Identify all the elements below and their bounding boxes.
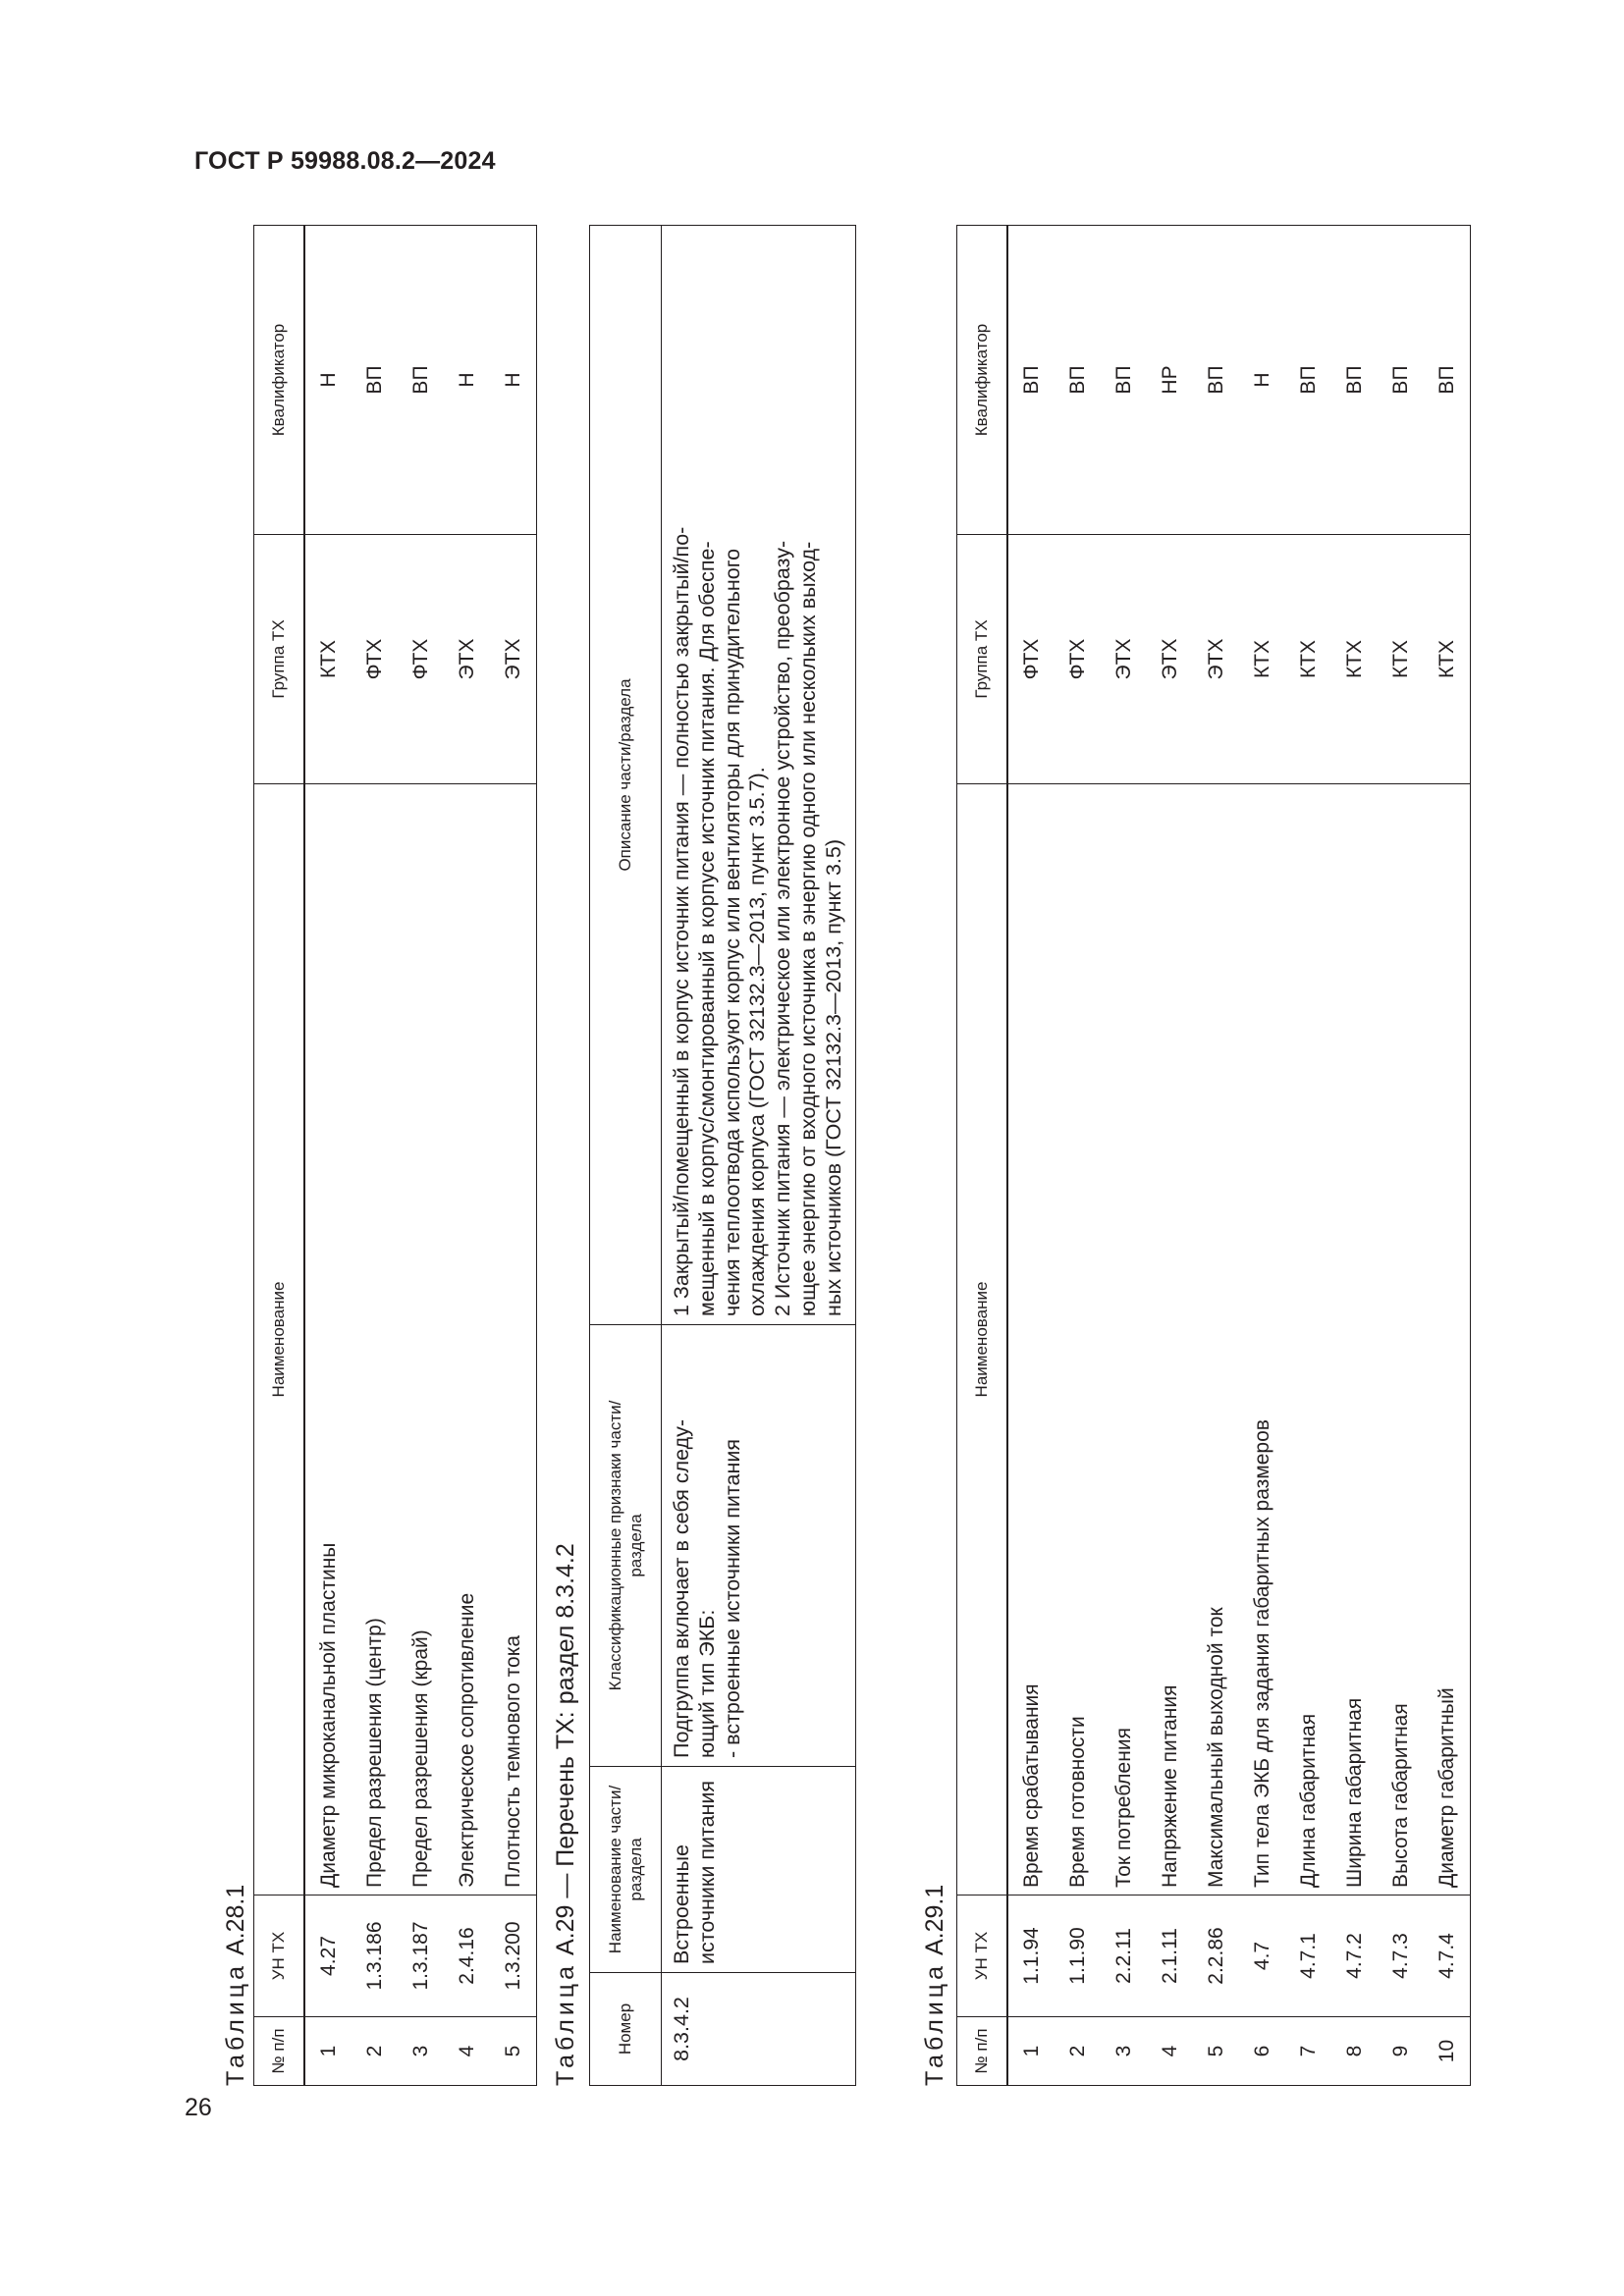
features-line: Подгруппа включает в себя следу- [670,1418,693,1758]
cell-qualifier: ВП [398,226,444,535]
description-line: мещенный в корпус/смонтированный в корпусе источник питания. Для обеспе- [694,541,719,1316]
cell-un: 4.7.1 [1285,1896,1331,2017]
table-row [1101,226,1147,2086]
cell-un: 4.7.3 [1378,1896,1424,2017]
cell-name: Диаметр габаритный [1424,784,1471,1896]
page-number: 26 [185,2094,212,2121]
description-line: 1 Закрытый/помещенный в корпус источник питания — полностью закрытый/по- [670,526,693,1316]
cell-number: 5 [490,2017,537,2086]
rotated-content [224,221,1481,2086]
table-a28-1 [253,225,537,2086]
cell-un: 2.4.16 [444,1896,490,2017]
cell-name: Напряжение питания [1147,784,1193,1896]
description-line: ющее энергию от входного источника в энергию одного или нескольких выход- [795,541,820,1316]
description-line: охлаждения корпуса (ГОСТ 32132.3—2013, пункт 3.5.7). [745,767,770,1316]
cell-group: КТХ [1378,535,1424,784]
table-row [1147,226,1193,2086]
table-row [444,226,490,2086]
cell-number: 4 [1147,2017,1193,2086]
cell-name: Предел разрешения (край) [398,784,444,1896]
cell-qualifier: ВП [1378,226,1424,535]
cell-qualifier: ВП [1331,226,1378,535]
cell-features [662,1325,856,1767]
cell-name: Тип тела ЭКБ для задания габаритных размеров [1239,784,1285,1896]
table-row [352,226,398,2086]
cell-un: 4.7 [1239,1896,1285,2017]
table-header-row [254,226,305,2086]
table-header-row [957,226,1008,2086]
cell-group: КТХ [1239,535,1285,784]
table-a29 [589,225,856,2086]
cell-number: 7 [1285,2017,1331,2086]
cell-group: КТХ [1424,535,1471,784]
cell-un: 1.3.187 [398,1896,444,2017]
cell-name: Время срабатывания [1007,784,1055,1896]
col-header-qualifier: Квалификатор [957,226,1008,535]
cell-number: 3 [398,2017,444,2086]
col-header-number: № п/п [957,2017,1008,2086]
cell-group: КТХ [304,535,352,784]
document-header: ГОСТ Р 59988.08.2—2024 [194,147,496,175]
table-row [1378,226,1424,2086]
cell-qualifier: Н [1239,226,1285,535]
cell-number: 10 [1424,2017,1471,2086]
cell-un: 4.7.2 [1331,1896,1378,2017]
table-row [1193,226,1239,2086]
cell-un: 1.3.186 [352,1896,398,2017]
cell-name: Ширина габаритная [1331,784,1378,1896]
cell-description [662,226,856,1325]
cell-group: КТХ [1331,535,1378,784]
col-header-name: Наименование [957,784,1008,1896]
cell-number: 2 [352,2017,398,2086]
cell-qualifier: Н [304,226,352,535]
table-row [1331,226,1378,2086]
cell-number: 4 [444,2017,490,2086]
cell-qualifier: ВП [352,226,398,535]
cell-un: 1.1.94 [1007,1896,1055,2017]
cell-name: Диаметр микроканальной пластины [304,784,352,1896]
col-header-number: № п/п [254,2017,305,2086]
col-header-features: Классификационные признаки части/ раздела [590,1325,662,1767]
cell-name: Предел разрешения (центр) [352,784,398,1896]
cell-qualifier: ВП [1285,226,1331,535]
col-header-part-name: Наименование части/ раздела [590,1767,662,1973]
cell-un: 1.3.200 [490,1896,537,2017]
cell-qualifier: Н [490,226,537,535]
features-line: - встроенные источники питания [720,1439,744,1758]
table-a28-1-caption: Таблица А.28.1 [222,1884,249,2086]
table-row [1055,226,1101,2086]
cell-qualifier: ВП [1424,226,1471,535]
cell-number: 1 [1007,2017,1055,2086]
description-line: чения теплоотвода используют корпус или вентиляторы для принудительного [720,548,744,1316]
cell-un: 4.27 [304,1896,352,2017]
table-a29-caption: Таблица А.29 — Перечень ТХ: раздел 8.3.4.2 [552,1543,579,2086]
cell-name: Длина габаритная [1285,784,1331,1896]
cell-name: Плотность темнового тока [490,784,537,1896]
description-line: ных источников (ГОСТ 32132.3—2013, пункт 3.5) [821,839,845,1316]
table-row [490,226,537,2086]
cell-name: Электрическое сопротивление [444,784,490,1896]
table-row [1239,226,1285,2086]
cell-group: КТХ [1285,535,1331,784]
cell-qualifier: Н [444,226,490,535]
table-a29-1 [956,225,1471,2086]
features-line: ющий тип ЭКБ: [694,1609,719,1758]
cell-group: ФТХ [352,535,398,784]
cell-name: Ток потребления [1101,784,1147,1896]
cell-number: 8 [1331,2017,1378,2086]
cell-group: ЭТХ [1101,535,1147,784]
cell-number: 5 [1193,2017,1239,2086]
cell-group: ФТХ [1007,535,1055,784]
col-header-description: Описание части/раздела [590,226,662,1325]
table-a29-1-caption: Таблица А.29.1 [921,1884,948,2086]
cell-qualifier: ВП [1055,226,1101,535]
cell-number: 6 [1239,2017,1285,2086]
cell-un: 2.2.11 [1101,1896,1147,2017]
cell-group: ЭТХ [444,535,490,784]
cell-group: ФТХ [1055,535,1101,784]
col-header-un: УН ТХ [254,1896,305,2017]
cell-group: ЭТХ [490,535,537,784]
cell-number: 9 [1378,2017,1424,2086]
cell-number: 1 [304,2017,352,2086]
cell-group: ЭТХ [1193,535,1239,784]
col-header-un: УН ТХ [957,1896,1008,2017]
cell-un: 4.7.4 [1424,1896,1471,2017]
cell-name: Время готовности [1055,784,1101,1896]
table-row [662,226,856,2086]
col-header-number: Номер [590,1973,662,2086]
cell-qualifier: ВП [1193,226,1239,535]
cell-un: 1.1.90 [1055,1896,1101,2017]
col-header-group: Группа ТХ [254,535,305,784]
cell-group: ЭТХ [1147,535,1193,784]
table-row [398,226,444,2086]
table-row [1285,226,1331,2086]
col-header-group: Группа ТХ [957,535,1008,784]
cell-name: Высота габаритная [1378,784,1424,1896]
cell-number: 8.3.4.2 [662,1973,856,2086]
cell-un: 2.2.86 [1193,1896,1239,2017]
cell-un: 2.1.11 [1147,1896,1193,2017]
col-header-name: Наименование [254,784,305,1896]
cell-qualifier: НР [1147,226,1193,535]
col-header-qualifier: Квалификатор [254,226,305,535]
description-line: 2 Источник питания — электрическое или электронное устройство, преобразу- [771,540,795,1316]
table-header-row [590,226,662,2086]
table-row [304,226,352,2086]
cell-qualifier: ВП [1007,226,1055,535]
cell-name: Максимальный выходной ток [1193,784,1239,1896]
cell-part-name: Встроенные источники питания [662,1767,856,1973]
table-row [1007,226,1055,2086]
cell-number: 3 [1101,2017,1147,2086]
table-row [1424,226,1471,2086]
cell-qualifier: ВП [1101,226,1147,535]
cell-number: 2 [1055,2017,1101,2086]
cell-group: ФТХ [398,535,444,784]
